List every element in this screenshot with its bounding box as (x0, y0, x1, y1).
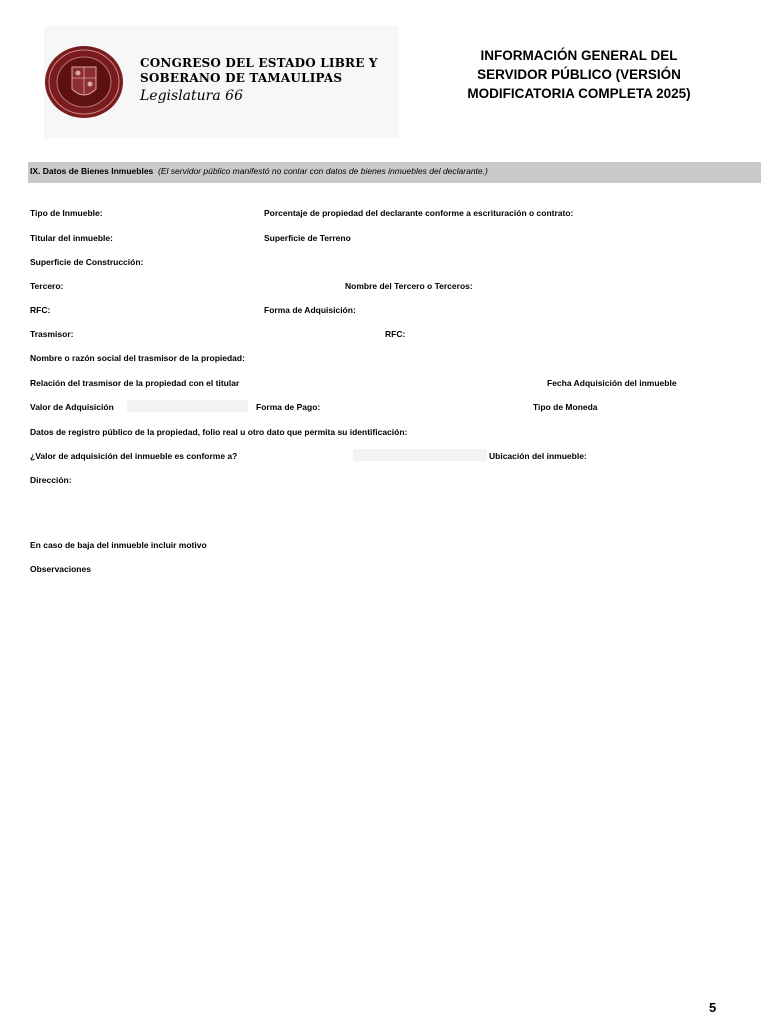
section-title: . Datos de Bienes Inmuebles (38, 166, 154, 176)
field-forma-adquisicion: Forma de Adquisición: (264, 305, 356, 315)
valor-conforme-value-box (353, 449, 487, 461)
field-rfc: RFC: (30, 305, 51, 315)
section-note: (El servidor público manifestó no contar con datos de bienes inmuebles del declarante.) (158, 166, 488, 176)
field-datos-registro: Datos de registro público de la propiedad, folio real u otro dato que permita su identificación: (30, 427, 408, 437)
field-fecha-adquisicion: Fecha Adquisición del inmueble (547, 378, 677, 388)
field-motivo-baja: En caso de baja del inmueble incluir motivo (30, 540, 207, 550)
field-nombre-trasmisor: Nombre o razón social del trasmisor de la propiedad: (30, 353, 245, 363)
field-relacion-trasmisor: Relación del trasmisor de la propiedad con el titular (30, 378, 240, 388)
field-rfc-trasmisor: RFC: (385, 329, 406, 339)
field-tipo-moneda: Tipo de Moneda (533, 402, 598, 412)
field-tercero: Tercero: (30, 281, 64, 291)
document-title: INFORMACIÓN GENERAL DEL SERVIDOR PÚBLICO (VERSIÓN MODIFICATORIA COMPLETA 2025) (467, 48, 691, 101)
organization-name-line2: SOBERANO DE TAMAULIPAS (140, 71, 343, 85)
congress-seal-icon (44, 45, 124, 119)
field-superficie-terreno: Superficie de Terreno (264, 233, 351, 243)
field-titular-inmueble: Titular del inmueble: (30, 233, 113, 243)
valor-adquisicion-value-box (127, 400, 248, 412)
field-valor-adquisicion: Valor de Adquisición (30, 402, 114, 412)
field-trasmisor: Trasmisor: (30, 329, 74, 339)
field-forma-pago: Forma de Pago: (256, 402, 321, 412)
legislatura-label: Legislatura 66 (140, 88, 243, 104)
page-number: 5 (709, 1000, 717, 1015)
organization-name-line1: CONGRESO DEL ESTADO LIBRE Y (140, 56, 378, 70)
field-valor-conforme: ¿Valor de adquisición del inmueble es conforme a? (30, 451, 238, 461)
field-observaciones: Observaciones (30, 564, 91, 574)
field-superficie-construccion: Superficie de Construcción: (30, 257, 144, 267)
section-number: IX (30, 166, 39, 176)
field-porcentaje-propiedad: Porcentaje de propiedad del declarante conforme a escrituración o contrato: (264, 208, 574, 218)
section-header (30, 166, 488, 176)
field-nombre-tercero: Nombre del Tercero o Terceros: (345, 281, 473, 291)
organization-name (140, 56, 378, 86)
field-tipo-inmueble: Tipo de Inmueble: (30, 208, 103, 218)
field-direccion: Dirección: (30, 475, 72, 485)
field-ubicacion-inmueble: Ubicación del inmueble: (489, 451, 587, 461)
